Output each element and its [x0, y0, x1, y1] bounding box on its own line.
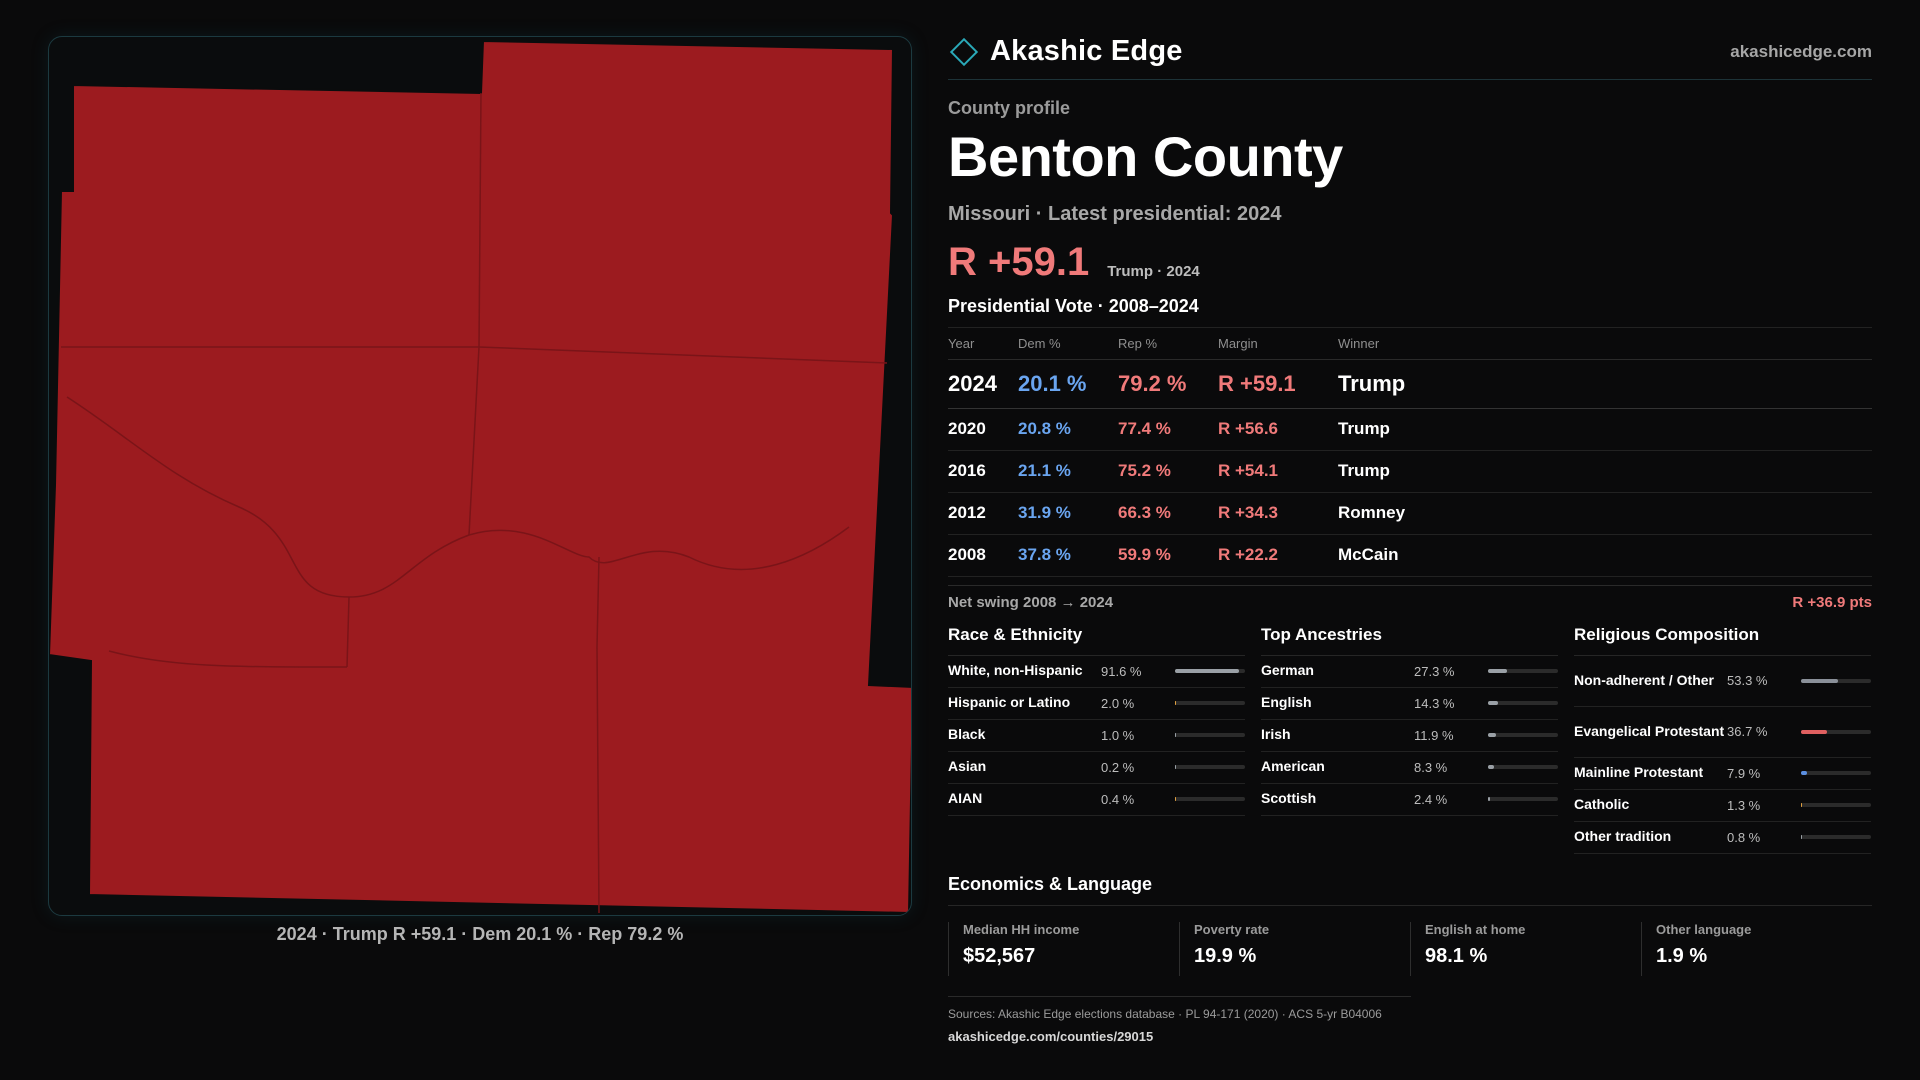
margin-cell: R +34.3 — [1218, 492, 1338, 534]
share-bar-fill — [1488, 669, 1507, 673]
sources-text: Sources: Akashic Edge elections database · PL 94-171 (2020) · ACS 5-yr B04006 — [948, 1007, 1382, 1021]
item-value: 2.0 % — [1101, 695, 1135, 711]
item-value: 1.0 % — [1101, 727, 1135, 743]
swing-value: R +36.9 pts — [1792, 593, 1872, 611]
header-rep: Rep % — [1118, 328, 1218, 359]
share-bar-track — [1801, 679, 1871, 683]
rep-cell: 66.3 % — [1118, 492, 1218, 534]
header-winner: Winner — [1338, 328, 1872, 359]
race-list — [948, 656, 1245, 816]
winner-cell: McCain — [1338, 534, 1872, 576]
share-bar-fill — [1801, 679, 1838, 683]
table-row — [948, 450, 1872, 492]
list-item — [948, 688, 1245, 720]
stat-label: Other language — [1656, 921, 1752, 937]
diamond-logo-icon — [950, 37, 978, 65]
rep-cell: 79.2 % — [1118, 359, 1218, 408]
dem-cell: 20.8 % — [1018, 408, 1118, 450]
vote-table — [948, 328, 1872, 577]
list-item — [1261, 720, 1558, 752]
item-label: Non-adherent / Other — [1574, 671, 1715, 688]
stat-label: English at home — [1425, 921, 1526, 937]
item-value: 0.8 % — [1727, 829, 1761, 845]
english-card — [1410, 922, 1641, 976]
share-bar-fill — [1175, 701, 1176, 705]
list-item — [1574, 758, 1871, 790]
list-item — [948, 752, 1245, 784]
other-language-card — [1641, 922, 1872, 976]
share-bar-fill — [1801, 771, 1807, 775]
brand-url-link[interactable]: akashicedge.com — [1730, 41, 1872, 61]
share-bar-track — [1488, 797, 1558, 801]
item-label: Evangelical Protestant — [1574, 722, 1725, 739]
headline-margin — [948, 242, 1872, 282]
religion-list — [1574, 656, 1871, 854]
share-bar-fill — [1801, 730, 1827, 734]
stat-label: Poverty rate — [1194, 921, 1270, 937]
margin-cell: R +59.1 — [1218, 359, 1338, 408]
item-value: 2.4 % — [1414, 791, 1448, 807]
year-cell: 2008 — [948, 534, 1018, 576]
winner-cell: Trump — [1338, 359, 1872, 408]
item-value: 1.3 % — [1727, 797, 1761, 813]
margin-cell: R +56.6 — [1218, 408, 1338, 450]
table-row — [948, 534, 1872, 576]
item-value: 0.4 % — [1101, 791, 1135, 807]
share-bar-track — [1175, 797, 1245, 801]
demographics — [948, 625, 1872, 854]
vote-section-title: Presidential Vote · 2008–2024 — [948, 296, 1872, 328]
share-bar-track — [1488, 765, 1558, 769]
share-bar-fill — [1488, 765, 1494, 769]
item-label: German — [1261, 662, 1314, 679]
net-swing — [948, 585, 1872, 611]
dem-cell: 21.1 % — [1018, 450, 1118, 492]
share-bar-fill — [1488, 733, 1496, 737]
header-margin: Margin — [1218, 328, 1338, 359]
list-item — [1261, 656, 1558, 688]
margin-note: Trump · 2024 — [1107, 263, 1200, 280]
income-card — [948, 922, 1179, 976]
year-cell: 2012 — [948, 492, 1018, 534]
item-value: 7.9 % — [1727, 765, 1761, 781]
religion-title: Religious Composition — [1574, 625, 1871, 656]
vote-table-header — [948, 328, 1872, 359]
item-label: Hispanic or Latino — [948, 694, 1071, 711]
item-label: AIAN — [948, 790, 983, 807]
profile-panel — [948, 28, 1872, 976]
list-item — [1261, 688, 1558, 720]
item-label: Asian — [948, 758, 987, 775]
list-item — [1261, 784, 1558, 816]
year-cell: 2024 — [948, 359, 1018, 408]
share-bar-track — [1801, 771, 1871, 775]
share-bar-track — [1488, 733, 1558, 737]
dem-cell: 37.8 % — [1018, 534, 1118, 576]
share-bar-track — [1801, 803, 1871, 807]
header-dem: Dem % — [1018, 328, 1118, 359]
item-value: 0.2 % — [1101, 759, 1135, 775]
share-bar-fill — [1175, 669, 1239, 673]
list-item — [1574, 822, 1871, 854]
header-year: Year — [948, 328, 1018, 359]
rep-cell: 59.9 % — [1118, 534, 1218, 576]
list-item — [1574, 790, 1871, 822]
county-map — [49, 37, 912, 916]
item-label: Scottish — [1261, 790, 1317, 807]
economics-title: Economics & Language — [948, 874, 1872, 906]
item-label: Mainline Protestant — [1574, 764, 1704, 781]
winner-cell: Trump — [1338, 450, 1872, 492]
table-row — [948, 408, 1872, 450]
religion-section — [1574, 625, 1871, 854]
share-bar-track — [1175, 701, 1245, 705]
ancestry-list — [1261, 656, 1558, 816]
share-bar-fill — [1175, 733, 1176, 737]
share-bar-fill — [1801, 803, 1802, 807]
item-label: Irish — [1261, 726, 1291, 743]
map-caption: 2024 · Trump R +59.1 · Dem 20.1 % · Rep 79.2 % — [276, 924, 684, 944]
county-map-panel — [48, 36, 912, 916]
item-label: Catholic — [1574, 796, 1630, 813]
table-row — [948, 492, 1872, 534]
swing-label: Net swing 2008 → 2024 — [948, 593, 1114, 611]
page-kicker: County profile — [948, 98, 1070, 118]
stat-value: $52,567 — [963, 944, 1036, 967]
ancestry-title: Top Ancestries — [1261, 625, 1558, 656]
winner-cell: Trump — [1338, 408, 1872, 450]
share-bar-track — [1175, 765, 1245, 769]
winner-cell: Romney — [1338, 492, 1872, 534]
page-title: Benton County — [948, 125, 1343, 188]
item-label: Black — [948, 726, 986, 743]
margin-cell: R +22.2 — [1218, 534, 1338, 576]
economics-grid — [948, 922, 1872, 976]
share-bar-fill — [1175, 797, 1176, 801]
share-bar-track — [1488, 701, 1558, 705]
item-value: 36.7 % — [1727, 724, 1768, 739]
share-bar-fill — [1488, 797, 1490, 801]
ancestry-section — [1261, 625, 1558, 854]
year-cell: 2016 — [948, 450, 1018, 492]
list-item — [948, 720, 1245, 752]
share-bar-track — [1801, 730, 1871, 734]
share-bar-track — [1801, 835, 1871, 839]
list-item — [948, 656, 1245, 688]
stat-label: Median HH income — [963, 921, 1080, 937]
margin-value: R +59.1 — [948, 240, 1090, 284]
item-value: 53.3 % — [1727, 673, 1768, 688]
county-permalink[interactable]: akashicedge.com/counties/29015 — [948, 1029, 1154, 1044]
list-item — [1574, 707, 1871, 758]
item-value: 27.3 % — [1414, 663, 1455, 679]
list-item — [1574, 656, 1871, 707]
header — [948, 28, 1872, 80]
item-value: 14.3 % — [1414, 695, 1455, 711]
dem-cell: 20.1 % — [1018, 359, 1118, 408]
item-value: 91.6 % — [1101, 663, 1142, 679]
item-value: 11.9 % — [1414, 727, 1454, 743]
stat-value: 98.1 % — [1425, 944, 1488, 967]
poverty-card — [1179, 922, 1410, 976]
share-bar-track — [1488, 669, 1558, 673]
brand-name: Akashic Edge — [990, 35, 1183, 67]
share-bar-track — [1175, 669, 1245, 673]
rep-cell: 75.2 % — [1118, 450, 1218, 492]
brand[interactable] — [948, 35, 1183, 68]
race-section — [948, 625, 1245, 854]
share-bar-fill — [1175, 765, 1176, 769]
item-label: White, non-Hispanic — [948, 662, 1083, 679]
year-cell: 2020 — [948, 408, 1018, 450]
page-subtitle: Missouri · Latest presidential: 2024 — [948, 203, 1282, 225]
list-item — [1261, 752, 1558, 784]
share-bar-fill — [1801, 835, 1802, 839]
item-label: Other tradition — [1574, 828, 1672, 845]
stat-value: 19.9 % — [1194, 944, 1257, 967]
item-label: American — [1261, 758, 1325, 775]
table-row — [948, 359, 1872, 408]
rep-cell: 77.4 % — [1118, 408, 1218, 450]
margin-cell: R +54.1 — [1218, 450, 1338, 492]
share-bar-fill — [1488, 701, 1498, 705]
share-bar-track — [1175, 733, 1245, 737]
item-label: English — [1261, 694, 1312, 711]
race-title: Race & Ethnicity — [948, 625, 1245, 656]
item-value: 8.3 % — [1414, 759, 1448, 775]
list-item — [948, 784, 1245, 816]
sources-footer — [948, 996, 1411, 1044]
dem-cell: 31.9 % — [1018, 492, 1118, 534]
stat-value: 1.9 % — [1656, 944, 1708, 967]
